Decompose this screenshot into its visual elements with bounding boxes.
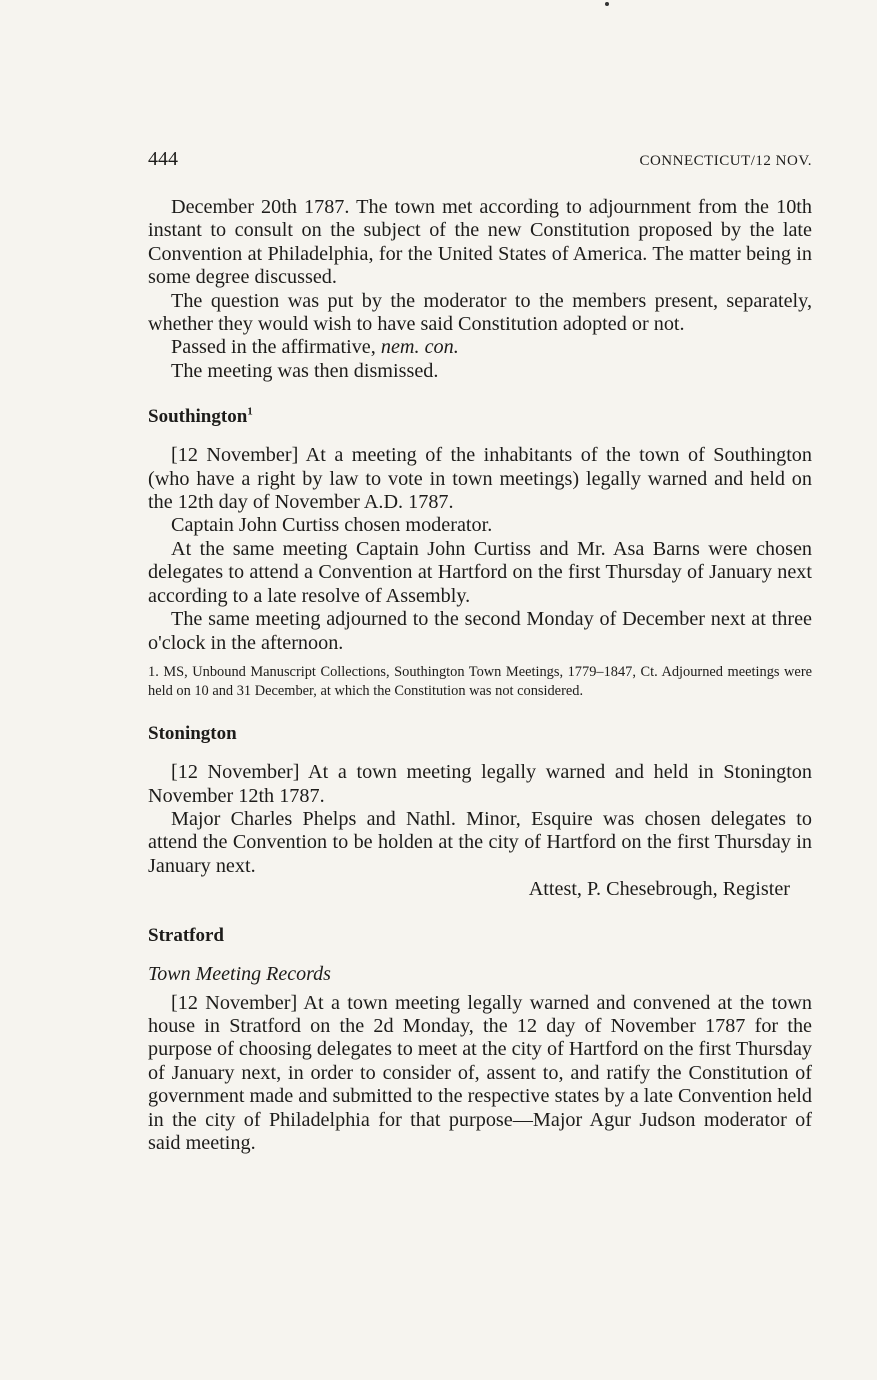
section-subheading: Town Meeting Records [148,962,331,985]
paragraph: The same meeting adjourned to the second Monday of December next at three o'clock in the afternoon. [148,608,812,654]
southington-section [148,405,812,700]
paragraph: Major Charles Phelps and Nathl. Minor, Esquire was chosen delegates to attend the Convention to be holden at the city of Hartford on the first Thursday in January next. [148,807,812,877]
paragraph: The question was put by the moderator to the members present, separately, whether they would wish to have said Constitution adopted or not. [148,289,812,336]
paragraph: Captain John Curtiss chosen moderator. [171,514,493,537]
paragraph: December 20th 1787. The town met according to adjournment from the 10th instant to consult on the subject of the new Constitution proposed by the late Convention at Philadelphia, for the United States of America. The matter being in some degree discussed. [148,196,812,289]
section-heading [148,405,812,428]
attestation: Attest, P. Chesebrough, Register [528,878,790,901]
section-label: CONNECTICUT/12 NOV. [639,153,812,169]
paragraph-text: Passed in the affirmative, [171,336,381,359]
latin-phrase: nem. con. [380,336,459,359]
section-heading: Stonington [148,723,237,745]
paragraph [148,336,812,359]
footnote: 1. MS, Unbound Manuscript Collections, Southington Town Meetings, 1779–1847, Ct. Adjourned meetings were held on 10 and 31 December, at which the Constitution was not considered. [148,663,812,699]
running-head [148,148,812,178]
paragraph: [12 November] At a town meeting legally warned and held in Stonington November 12th 1787. [148,761,812,807]
section-heading: Stratford [148,924,224,946]
paragraph: At the same meeting Captain John Curtiss and Mr. Asa Barns were chosen delegates to attend a Convention at Hartford on the first Thursday of January next according to a late resolve of Assembly. [148,537,812,607]
page-number: 444 [148,148,178,170]
document-page [148,148,812,1155]
paragraph: The meeting was then dismissed. [171,359,439,382]
footnote-marker: 1 [247,405,253,418]
stonington-section [148,722,812,901]
stratford-section [148,924,812,1156]
paragraph: [12 November] At a town meeting legally warned and convened at the town house in Stratford on the 2d Monday, the 12 day of November 1787 for the purpose of choosing delegates to meet at the city of Hartford on the first Thursday of January next, in order to consider of, assent to, and ratify the Constitution of government made and submitted to the respective states by a late Convention held in the city of Philadelphia for that purpose—Major Agur Judson moderator of said meeting. [148,991,812,1154]
paragraph: [12 November] At a meeting of the inhabitants of the town of Southington (who have a right by law to vote in town meetings) legally warned and held on the 12th day of November A.D. 1787. [148,444,812,514]
heading-text: Southington [148,406,248,428]
intro-section [148,196,812,383]
stray-mark [605,2,609,6]
